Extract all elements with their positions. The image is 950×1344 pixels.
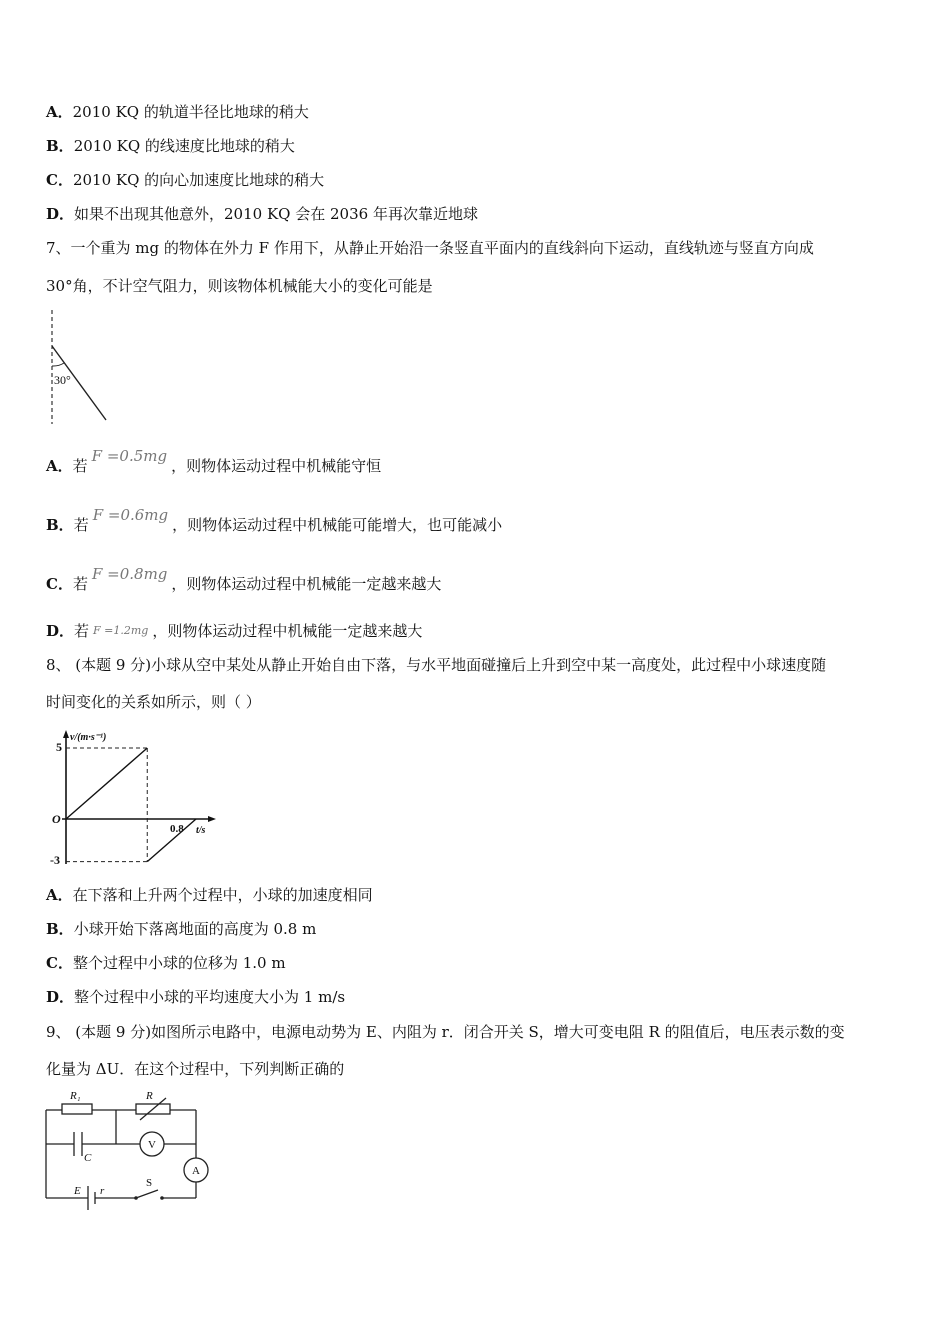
q7-option-a: A．若F =0.5mg，则物体运动过程中机械能守恒 [46,447,382,475]
q8-stem-line1: 8、 (本题 9 分)小球从空中某处从静止开始自由下落，与水平地面碰撞后上升到空中某一高度处，此过程中小球速度随 [46,656,827,674]
q7-option-d: D．若 F =1.2mg ，则物体运动过程中机械能一定越来越大 [46,622,423,640]
q8-option-a: A．在下落和上升两个过程中，小球的加速度相同 [46,886,373,904]
q7-stem-line1: 7、一个重为 mg 的物体在外力 F 作用下，从静止开始沿一条竖直平面内的直线斜向下运动，直线轨迹与竖直方向成 [46,239,814,257]
x-tick-label: 0.8 [170,823,184,835]
q9-stem-line2: 化量为 ΔU．在这个过程中，下列判断正确的 [46,1060,345,1078]
q7-option-b: B．若F =0.6mg，则物体运动过程中机械能可能增大，也可能减小 [46,506,503,534]
q7-stem-line2: 30°角，不计空气阻力，则该物体机械能大小的变化可能是 [46,277,433,295]
q9-stem-line1: 9、 (本题 9 分)如图所示电路中，电源电动势为 E、内阻为 r．闭合开关 S，增大可变电阻 R 的阻值后，电压表示数的变 [46,1023,845,1041]
q7-option-c: C．若F =0.8mg，则物体运动过程中机械能一定越来越大 [46,565,442,593]
q8-option-d: D．整个过程中小球的平均速度大小为 1 m/s [46,988,346,1006]
y-axis-label: v/(m·s⁻¹) [70,732,107,743]
q6-option-a: A．2010 KQ 的轨道半径比地球的稍大 [46,103,309,121]
y-tick-label-bottom: -3 [50,853,60,867]
q6-option-b: B．2010 KQ 的线速度比地球的稍大 [46,137,295,155]
switch-blade [136,1190,158,1198]
r1-label: R₁ [70,1090,81,1102]
y-tick-label-top: 5 [56,740,62,754]
y-axis-arrow [63,730,69,738]
c-label: C [84,1152,92,1164]
vt-segment-0 [66,748,147,819]
r-label: R [146,1090,153,1102]
x-axis-arrow [208,816,216,822]
q6-option-d: D．如果不出现其他意外，2010 KQ 会在 2036 年再次靠近地球 [46,205,478,223]
q7-figure [44,308,114,428]
x-axis-label: t/s [196,825,206,836]
s-label: S [146,1177,153,1189]
voltmeter-label: V [148,1139,156,1151]
q8-vt-chart [44,726,224,871]
angle-arc [52,363,64,366]
q8-stem-line2: 时间变化的关系如所示，则（ ） [46,693,261,711]
q6-option-c: C．2010 KQ 的向心加速度比地球的稍大 [46,171,325,189]
origin-label: O [52,812,61,826]
e-label: E [74,1185,81,1197]
r-internal-label: r [100,1185,105,1197]
ammeter-label: A [192,1165,200,1177]
q8-option-c: C．整个过程中小球的位移为 1.0 m [46,954,286,972]
q8-option-b: B．小球开始下落离地面的高度为 0.8 m [46,920,317,938]
resistor-r1 [62,1104,92,1114]
q9-circuit-diagram [40,1086,220,1222]
angle-label: 30° [54,373,71,387]
